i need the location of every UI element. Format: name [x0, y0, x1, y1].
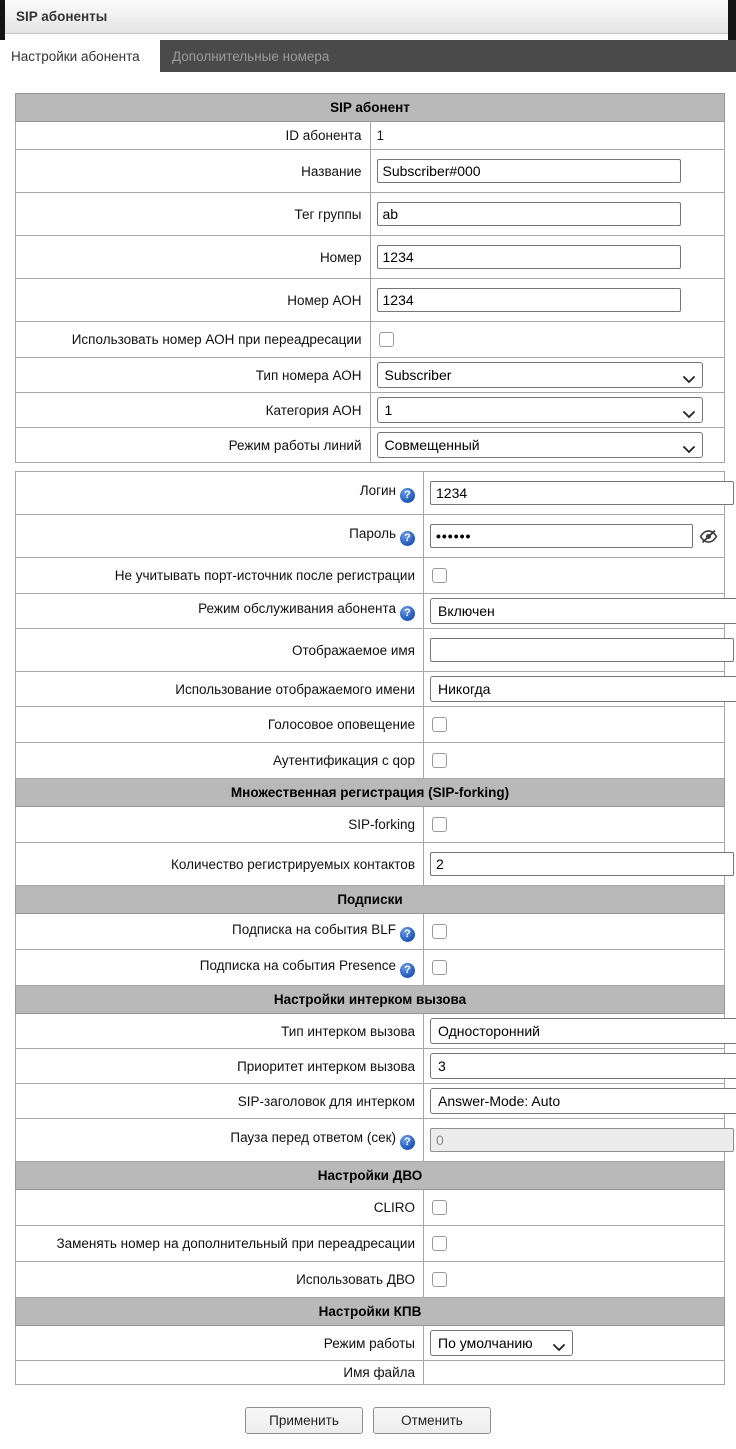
ignore-source-port-after-registration-checkbox[interactable]: [432, 568, 447, 583]
answer-delay-sec-label-cell: [16, 1119, 424, 1162]
caller-id-number-row: [16, 279, 725, 322]
replace-number-with-additional-on-forwarding-row: [16, 1226, 725, 1262]
password-label: Пароль: [349, 526, 396, 541]
intercom-sip-header-label: SIP-заголовок для интерком: [237, 1093, 415, 1109]
intercom-call-priority-label-cell: [16, 1049, 424, 1084]
blf-events-subscription-help-icon[interactable]: ?: [400, 927, 415, 942]
intercom-call-type-value-cell: [424, 1014, 725, 1049]
caller-id-number-label: Номер АОН: [287, 292, 362, 308]
sip-forking-enable-value-cell: [424, 807, 725, 843]
voice-notification-row: [16, 707, 725, 743]
subscriptions-row: [16, 886, 725, 914]
display-name-label: Отображаемое имя: [291, 642, 415, 658]
intercom-sip-header-select[interactable]: [430, 1088, 736, 1114]
presence-events-subscription-label: Подписка на события Presence: [199, 957, 396, 973]
file-name-label-cell: [16, 1361, 424, 1385]
intercom-sip-header-value-cell: [424, 1084, 725, 1119]
vas-settings-row: [16, 1162, 725, 1190]
answer-delay-sec-help-icon[interactable]: ?: [400, 1135, 415, 1150]
line-operation-mode-label: Режим работы линий: [228, 437, 362, 453]
password-value-cell: [424, 515, 725, 558]
qop-authentication-value-cell: [424, 743, 725, 779]
subscriber-service-mode-label-cell: [16, 594, 424, 629]
replace-number-with-additional-on-forwarding-label-cell: [16, 1226, 424, 1262]
use-caller-id-on-forwarding-label-cell: [16, 322, 371, 358]
chevron-down-icon: [683, 406, 695, 422]
login-row: [16, 472, 725, 515]
group-tag-label: Тег группы: [294, 206, 362, 222]
qop-authentication-checkbox[interactable]: [432, 753, 447, 768]
blf-events-subscription-label: Подписка на события BLF: [232, 921, 396, 937]
display-name-usage-select[interactable]: [430, 676, 736, 702]
display-name-row: [16, 629, 725, 672]
settings-tables: [0, 93, 736, 1385]
titlebar-gap: [5, 34, 728, 40]
registered-contacts-count-input[interactable]: [430, 852, 734, 876]
subscriber-id-label: ID абонента: [285, 128, 362, 143]
line-operation-mode-select[interactable]: [377, 432, 703, 458]
cliro-row: [16, 1190, 725, 1226]
subscriber-name-label: Название: [301, 163, 362, 179]
intercom-sip-header-row: [16, 1084, 725, 1119]
use-vas-label-cell: [16, 1262, 424, 1298]
use-caller-id-on-forwarding-checkbox[interactable]: [379, 332, 394, 347]
ringback-settings-row: [16, 1298, 725, 1326]
qop-authentication-label: Аутентификация с qop: [272, 753, 415, 768]
chevron-down-icon: [683, 441, 695, 457]
window-title: SIP абоненты: [16, 9, 108, 24]
caller-id-category-select[interactable]: [377, 397, 703, 423]
display-name-usage-label-cell: [16, 672, 424, 707]
login-label: Логин: [359, 483, 396, 498]
intercom-call-priority-label: Приоритет интерком вызова: [237, 1058, 415, 1074]
use-caller-id-on-forwarding-row: [16, 322, 725, 358]
subscriber-id-value: 1: [370, 122, 725, 150]
use-caller-id-on-forwarding-value-cell: [370, 322, 725, 358]
caller-id-category-label: Категория АОН: [265, 402, 362, 418]
password-help-icon[interactable]: ?: [400, 531, 415, 546]
registered-contacts-count-label: Количество регистрируемых контактов: [171, 856, 415, 872]
intercom-call-type-selected-value: Односторонний: [438, 1023, 540, 1039]
tab-subscriber-settings[interactable]: [0, 40, 160, 72]
display-name-input[interactable]: [430, 638, 734, 662]
login-help-icon[interactable]: ?: [400, 488, 415, 503]
caller-id-number-type-select[interactable]: [377, 362, 703, 388]
cliro-checkbox[interactable]: [432, 1200, 447, 1215]
group-tag-input[interactable]: [377, 202, 681, 226]
display-name-usage-row: [16, 672, 725, 707]
display-name-usage-selected-value: Никогда: [438, 681, 491, 697]
display-name-value-cell: [424, 629, 725, 672]
blf-events-subscription-row: [16, 914, 725, 950]
answer-delay-sec-input: [430, 1128, 734, 1152]
presence-events-subscription-label-cell: [16, 950, 424, 986]
cliro-value-cell: [424, 1190, 725, 1226]
subscriber-service-mode-label: Режим обслуживания абонента: [198, 601, 396, 616]
intercom-call-type-label: Тип интерком вызова: [281, 1023, 415, 1039]
subscriber-settings-form: [0, 72, 736, 1434]
caller-id-category-value-cell: [370, 393, 725, 428]
blf-events-subscription-value-cell: [424, 914, 725, 950]
chevron-down-icon: [553, 1339, 565, 1355]
voice-notification-label: Голосовое оповещение: [267, 717, 415, 732]
registered-contacts-count-label-cell: [16, 843, 424, 886]
use-caller-id-on-forwarding-label: Использовать номер АОН при переадресации: [71, 332, 362, 347]
password-label-cell: [16, 515, 424, 558]
use-vas-checkbox[interactable]: [432, 1272, 447, 1287]
subscriber-name-value-cell: [370, 150, 725, 193]
subscriber-name-label-cell: [16, 150, 371, 193]
display-name-label-cell: [16, 629, 424, 672]
number-row: [16, 236, 725, 279]
caller-id-category-selected-value: 1: [384, 402, 393, 418]
sip-forking-enable-row: [16, 807, 725, 843]
login-value-cell: [424, 472, 725, 515]
intercom-call-type-label-cell: [16, 1014, 424, 1049]
group-tag-label-cell: [16, 193, 371, 236]
intercom-settings-row: [16, 986, 725, 1014]
file-name-row: [16, 1361, 725, 1385]
sip-subscriber-row: [16, 94, 725, 122]
voice-notification-checkbox[interactable]: [432, 717, 447, 732]
intercom-call-priority-selected-value: 3: [438, 1058, 446, 1074]
presence-events-subscription-checkbox[interactable]: [432, 960, 447, 975]
caller-id-number-label-cell: [16, 279, 371, 322]
sip-forking-row: [16, 779, 725, 807]
cliro-label-cell: [16, 1190, 424, 1226]
replace-number-with-additional-on-forwarding-label: Заменять номер на дополнительный при переадресации: [56, 1236, 415, 1251]
login-label-cell: [16, 472, 424, 515]
subscriber-service-mode-select[interactable]: [430, 598, 736, 624]
tab-additional-numbers[interactable]: [160, 40, 329, 72]
ringback-mode-selected-value: По умолчанию: [438, 1335, 533, 1351]
ignore-source-port-after-registration-label: Не учитывать порт-источник после регистрации: [114, 568, 415, 583]
ignore-source-port-after-registration-value-cell: [424, 558, 725, 594]
group-tag-value-cell: [370, 193, 725, 236]
cliro-label: CLIRO: [373, 1200, 415, 1215]
ringback-mode-select[interactable]: [430, 1330, 573, 1356]
line-operation-mode-value-cell: [370, 428, 725, 463]
sip-forking-enable-label: SIP-forking: [348, 817, 415, 832]
subscriber-name-row: [16, 150, 725, 193]
ringback-mode-label: Режим работы: [323, 1335, 415, 1351]
line-operation-mode-row: [16, 428, 725, 463]
window-header-zone: [0, 0, 736, 40]
intercom-call-priority-row: [16, 1049, 725, 1084]
display-name-usage-label: Использование отображаемого имени: [175, 681, 415, 697]
subscriber-service-mode-selected-value: Включен: [438, 603, 495, 619]
subscriber-service-mode-row: [16, 594, 725, 629]
subscriptions-section-header: Подписки: [16, 886, 725, 914]
intercom-call-priority-value-cell: [424, 1049, 725, 1084]
subscriber-service-mode-value-cell: [424, 594, 725, 629]
cancel-button[interactable]: Отменить: [373, 1407, 491, 1434]
caller-id-number-type-selected-value: Subscriber: [384, 367, 452, 383]
ignore-source-port-after-registration-label-cell: [16, 558, 424, 594]
ringback-mode-value-cell: [424, 1326, 725, 1361]
password-input[interactable]: [430, 524, 693, 548]
password-field-wrap: [430, 524, 720, 548]
caller-id-category-row: [16, 393, 725, 428]
ringback-mode-row: [16, 1326, 725, 1361]
chevron-down-icon: [683, 371, 695, 387]
intercom-call-priority-select[interactable]: [430, 1053, 736, 1079]
ignore-source-port-after-registration-row: [16, 558, 725, 594]
password-row: [16, 515, 725, 558]
tab-additional-numbers-label: Дополнительные номера: [172, 48, 330, 64]
vas-settings-section-header: Настройки ДВО: [16, 1162, 725, 1190]
caller-id-number-type-row: [16, 358, 725, 393]
window-title-bar: [5, 0, 728, 34]
registered-contacts-count-row: [16, 843, 725, 886]
caller-id-number-type-value-cell: [370, 358, 725, 393]
qop-authentication-row: [16, 743, 725, 779]
voice-notification-value-cell: [424, 707, 725, 743]
use-vas-label: Использовать ДВО: [296, 1272, 415, 1287]
sip-forking-section-header: Множественная регистрация (SIP-forking): [16, 779, 725, 807]
use-vas-row: [16, 1262, 725, 1298]
replace-number-with-additional-on-forwarding-checkbox[interactable]: [432, 1236, 447, 1251]
caller-id-category-label-cell: [16, 393, 371, 428]
replace-number-with-additional-on-forwarding-value-cell: [424, 1226, 725, 1262]
caller-id-number-type-label-cell: [16, 358, 371, 393]
settings-table: [15, 471, 725, 1385]
intercom-settings-section-header: Настройки интерком вызова: [16, 986, 725, 1014]
sip-subscriber-section-header: SIP абонент: [16, 94, 725, 122]
ringback-settings-section-header: Настройки КПВ: [16, 1298, 725, 1326]
voice-notification-label-cell: [16, 707, 424, 743]
number-label-cell: [16, 236, 371, 279]
group-tag-row: [16, 193, 725, 236]
line-operation-mode-selected-value: Совмещенный: [384, 437, 480, 453]
registered-contacts-count-value-cell: [424, 843, 725, 886]
apply-button[interactable]: Применить: [245, 1407, 363, 1434]
intercom-sip-header-label-cell: [16, 1084, 424, 1119]
login-input[interactable]: [430, 481, 734, 505]
blf-events-subscription-label-cell: [16, 914, 424, 950]
answer-delay-sec-label: Пауза перед ответом (сек): [230, 1130, 396, 1145]
form-actions: [0, 1407, 736, 1434]
number-value-cell: [370, 236, 725, 279]
tab-subscriber-settings-label: Настройки абонента: [11, 48, 140, 64]
qop-authentication-label-cell: [16, 743, 424, 779]
number-input[interactable]: [377, 245, 681, 269]
subscriber-id-row: [16, 122, 725, 150]
file-name-label: Имя файла: [343, 1365, 415, 1380]
line-operation-mode-label-cell: [16, 428, 371, 463]
intercom-call-type-row: [16, 1014, 725, 1049]
subscriber-name-input[interactable]: [377, 159, 681, 183]
ringback-mode-label-cell: [16, 1326, 424, 1361]
blf-events-subscription-checkbox[interactable]: [432, 924, 447, 939]
presence-events-subscription-value-cell: [424, 950, 725, 986]
caller-id-number-type-label: Тип номера АОН: [255, 367, 362, 383]
use-vas-value-cell: [424, 1262, 725, 1298]
caller-id-number-input[interactable]: [377, 288, 681, 312]
answer-delay-sec-row: [16, 1119, 725, 1162]
answer-delay-sec-value-cell: [424, 1119, 725, 1162]
presence-events-subscription-help-icon[interactable]: ?: [400, 963, 415, 978]
tab-bar: [0, 40, 736, 72]
sip-forking-enable-checkbox[interactable]: [432, 817, 447, 832]
eye-off-icon[interactable]: [699, 529, 718, 544]
intercom-sip-header-selected-value: Answer-Mode: Auto: [438, 1093, 561, 1109]
subscriber-id-label-cell: [16, 122, 371, 150]
settings-table: [15, 93, 725, 463]
presence-events-subscription-row: [16, 950, 725, 986]
number-label: Номер: [319, 249, 362, 265]
file-name-value-cell: [424, 1361, 725, 1385]
subscriber-service-mode-help-icon[interactable]: ?: [400, 606, 415, 621]
display-name-usage-value-cell: [424, 672, 725, 707]
intercom-call-type-select[interactable]: [430, 1018, 736, 1044]
caller-id-number-value-cell: [370, 279, 725, 322]
sip-forking-enable-label-cell: [16, 807, 424, 843]
